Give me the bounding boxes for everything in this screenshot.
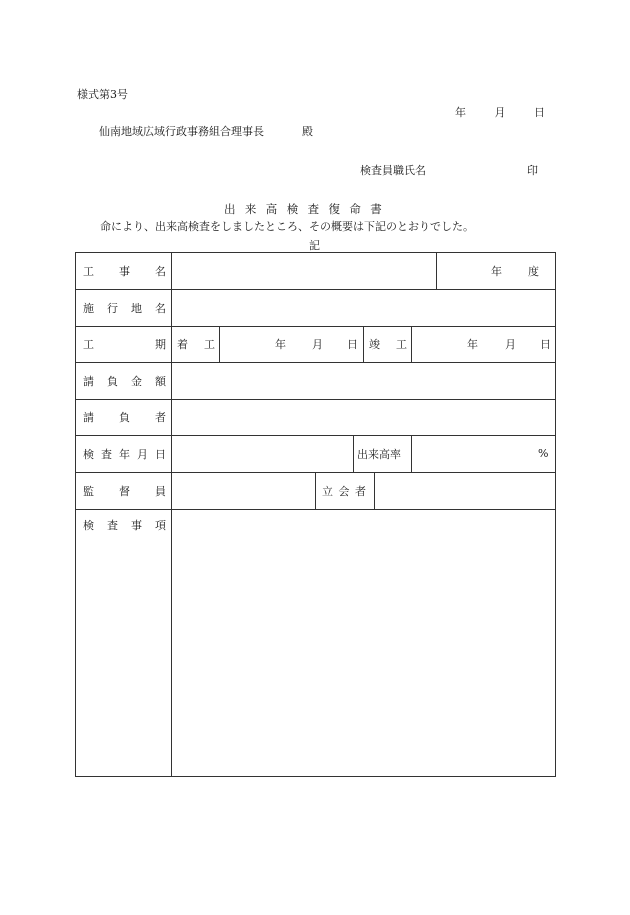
- label-inspection-items: [83, 517, 166, 537]
- input-site-name[interactable]: [173, 289, 553, 326]
- label-char: 立: [322, 484, 333, 498]
- label-char: 請: [83, 374, 94, 388]
- label-char: 月: [137, 447, 148, 461]
- start-day: 日: [347, 338, 358, 351]
- addressee: 仙南地域広域行政事務組合理事長: [99, 125, 264, 138]
- label-contract-amount: [83, 362, 166, 399]
- label-char: 行: [107, 301, 118, 315]
- label-fiscal-year: [491, 253, 539, 289]
- witness-divider: [315, 472, 316, 509]
- label-char: 事: [119, 265, 130, 278]
- label-char: 地: [131, 301, 142, 315]
- honorific: 殿: [302, 125, 313, 138]
- period-divider: [411, 326, 412, 362]
- label-char: 金: [131, 374, 142, 388]
- label-char: 工: [83, 265, 94, 278]
- label-char: 項: [155, 519, 166, 532]
- input-contractor[interactable]: [173, 399, 553, 435]
- label-char: 年: [491, 265, 502, 278]
- label-char: 工: [396, 338, 407, 351]
- label-char: 年: [119, 447, 130, 461]
- end-year: 年: [467, 338, 478, 351]
- label-char: 者: [155, 411, 166, 424]
- label-period: [83, 326, 166, 362]
- label-char: 工: [83, 338, 94, 351]
- label-completion: [369, 326, 407, 362]
- label-char: 検: [83, 447, 94, 461]
- label-char: 施: [83, 301, 94, 315]
- label-progress-rate: 出来高率: [357, 447, 401, 461]
- label-start: [177, 326, 215, 362]
- period-divider: [363, 326, 364, 362]
- inspector-label: 検査員職氏名: [360, 164, 426, 177]
- label-char: 検: [83, 519, 94, 532]
- percent-sign: %: [538, 447, 549, 460]
- label-char: 名: [155, 301, 166, 315]
- label-char: 査: [101, 447, 112, 461]
- header-date-year: 年: [455, 106, 466, 119]
- label-char: 事: [131, 519, 142, 532]
- label-column-divider: [171, 253, 172, 776]
- ki-label: 記: [309, 239, 320, 252]
- label-site-name: [83, 289, 166, 326]
- label-char: 請: [83, 411, 94, 424]
- end-day: 日: [540, 338, 551, 351]
- input-inspection-items[interactable]: [173, 510, 553, 774]
- label-witness: [322, 472, 366, 509]
- end-month: 月: [505, 338, 516, 351]
- label-char: 会: [338, 484, 350, 498]
- witness-divider: [374, 472, 375, 509]
- document-title: 出来高検査復命書: [224, 202, 392, 216]
- period-divider: [219, 326, 220, 362]
- input-contract-amount[interactable]: [173, 362, 553, 399]
- label-char: 竣: [369, 338, 380, 351]
- label-char: 度: [528, 265, 539, 278]
- header-date-day: 日: [534, 106, 545, 119]
- label-char: 工: [204, 338, 215, 351]
- inspection-table: [75, 252, 556, 777]
- start-year: 年: [275, 338, 286, 351]
- intro-text: 命により、出来高検査をしましたところ、その概要は下記のとおりでした。: [100, 220, 474, 233]
- label-char: 負: [119, 411, 130, 424]
- label-supervisor: [83, 472, 166, 509]
- label-char: 期: [155, 338, 166, 351]
- header-date: [455, 104, 545, 120]
- label-contractor: [83, 399, 166, 435]
- year-column-divider: [436, 253, 437, 289]
- rate-divider: [353, 435, 354, 472]
- label-construction-name: [83, 253, 166, 289]
- label-char: 着: [177, 338, 188, 351]
- seal-mark: 印: [527, 164, 538, 177]
- rate-divider: [411, 435, 412, 472]
- label-char: 負: [107, 374, 118, 388]
- label-char: 督: [119, 484, 130, 498]
- form-number: 様式第3号: [77, 88, 128, 101]
- label-char: 員: [155, 484, 166, 498]
- label-char: 日: [155, 447, 166, 461]
- start-month: 月: [312, 338, 323, 351]
- label-char: 名: [155, 265, 166, 278]
- label-char: 査: [107, 519, 118, 532]
- header-date-month: 月: [494, 106, 506, 119]
- input-construction-name[interactable]: [248, 253, 428, 289]
- label-char: 者: [355, 484, 366, 498]
- label-inspection-date: [83, 435, 166, 472]
- label-char: 監: [83, 484, 94, 498]
- label-char: 額: [155, 374, 166, 388]
